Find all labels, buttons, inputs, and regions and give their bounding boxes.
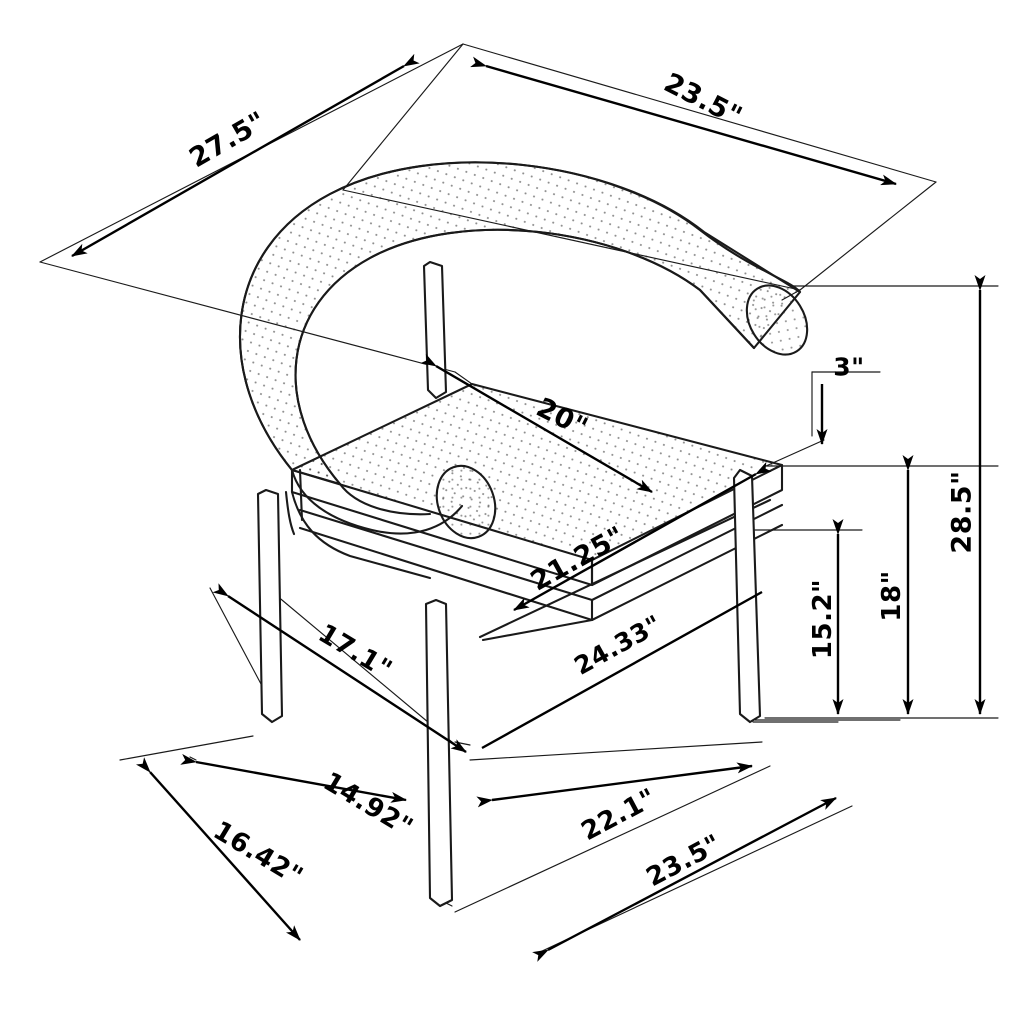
dimension-label-arm-height: 18" [877,570,907,622]
dimension-label-seat-depth: 24.33" [569,609,667,681]
dimension-label-leg-span-depth: 14.92" [317,766,419,844]
dimension-label-base-depth: 16.42" [207,815,309,893]
dimension-label-seat-inner-depth: 21.25" [525,520,631,598]
dimension-label-inner-back-width: 20" [531,392,593,444]
dimension-label-seat-height: 15.2" [808,578,838,660]
dimension-label-side-seat-depth: 17.1" [312,618,398,686]
dimension-label-overall-depth-top: 27.5" [184,105,272,175]
dimension-label-overall-height: 28.5" [946,470,978,554]
dimension-label-base-width: 23.5" [641,828,727,894]
dimension-label-leg-span-width: 22.1" [576,782,662,848]
dimension-label-overall-width-top: 23.5" [658,67,748,133]
dimension-label-arm-height-top: 3" [833,352,865,382]
